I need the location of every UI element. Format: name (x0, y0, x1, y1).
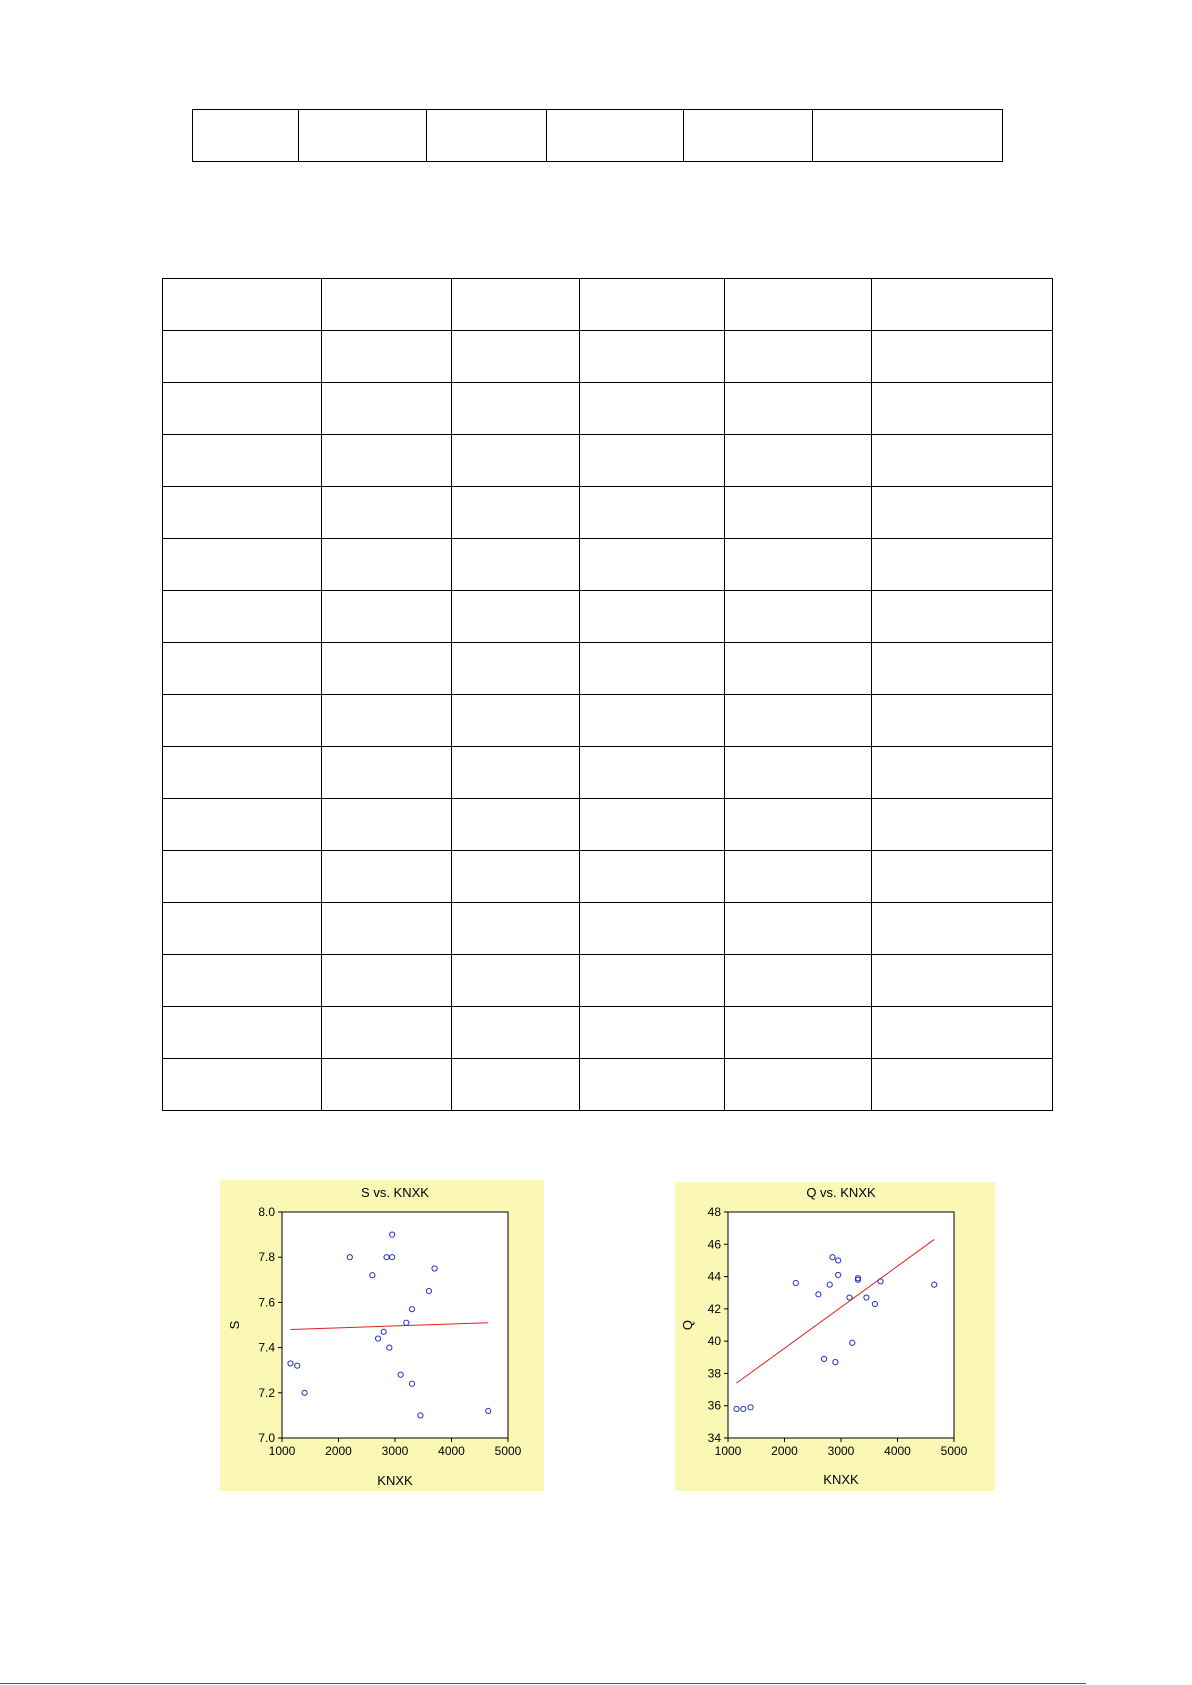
table-cell (322, 695, 452, 747)
y-tick-label: 46 (707, 1237, 721, 1252)
table-cell (872, 851, 1053, 903)
y-tick-label: 42 (707, 1301, 721, 1316)
x-axis-label: KNXK (377, 1473, 413, 1488)
y-tick-label: 48 (707, 1205, 721, 1219)
table-cell (322, 539, 452, 591)
table-cell (580, 903, 725, 955)
y-tick-label: 7.0 (258, 1431, 275, 1445)
table-cell (725, 903, 872, 955)
chart-title: S vs. KNXK (361, 1185, 429, 1200)
table-cell (725, 331, 872, 383)
y-axis-label: Q (680, 1319, 695, 1331)
table-cell (322, 435, 452, 487)
table-cell (872, 1007, 1053, 1059)
table-row (163, 799, 1053, 851)
y-tick-label: 7.6 (258, 1295, 275, 1310)
table-cell (322, 955, 452, 1007)
y-tick-label: 34 (707, 1431, 721, 1445)
table-cell (163, 955, 322, 1007)
table-row (163, 383, 1053, 435)
table-cell (580, 955, 725, 1007)
table-cell (872, 487, 1053, 539)
y-tick-label: 44 (707, 1269, 721, 1284)
y-tick-label: 40 (707, 1334, 721, 1349)
table-cell (872, 903, 1053, 955)
table-cell (813, 110, 1003, 162)
table-cell (322, 1007, 452, 1059)
table-cell (872, 695, 1053, 747)
table-cell (580, 851, 725, 903)
table-cell (452, 383, 580, 435)
table-cell (163, 435, 322, 487)
table-cell (322, 331, 452, 383)
table-row (163, 331, 1053, 383)
table-cell (322, 747, 452, 799)
table-cell (299, 110, 427, 162)
s-chart-svg (220, 1180, 544, 1491)
table-cell (163, 851, 322, 903)
table-cell (872, 591, 1053, 643)
x-tick-label: 3000 (381, 1444, 409, 1458)
table-cell (547, 110, 684, 162)
x-tick-label: 5000 (494, 1444, 522, 1458)
table-cell (163, 331, 322, 383)
table-cell (580, 1059, 725, 1111)
x-tick-label: 2000 (771, 1444, 798, 1458)
table-cell (725, 643, 872, 695)
table-cell (452, 435, 580, 487)
table-cell (725, 799, 872, 851)
q-vs-knxk-chart (675, 1182, 995, 1491)
table-cell (872, 539, 1053, 591)
main-table-body (163, 279, 1053, 1111)
table-cell (725, 955, 872, 1007)
table-cell (322, 903, 452, 955)
table-cell (684, 110, 813, 162)
table-cell (322, 487, 452, 539)
table-cell (580, 643, 725, 695)
table-cell (725, 487, 872, 539)
table-cell (580, 799, 725, 851)
plot-area (282, 1212, 508, 1438)
table-cell (452, 799, 580, 851)
table-cell (452, 903, 580, 955)
table-cell (872, 435, 1053, 487)
table-row (163, 591, 1053, 643)
table-cell (872, 643, 1053, 695)
table-cell (322, 799, 452, 851)
table-row (163, 487, 1053, 539)
table-cell (725, 695, 872, 747)
y-tick-label: 7.2 (258, 1385, 275, 1400)
table-cell (322, 279, 452, 331)
y-tick-label: 38 (707, 1366, 721, 1381)
table-cell (163, 695, 322, 747)
table-cell (163, 591, 322, 643)
x-tick-label: 4000 (438, 1444, 465, 1458)
table-cell (872, 747, 1053, 799)
table-cell (872, 799, 1053, 851)
table-cell (580, 591, 725, 643)
table-cell (163, 799, 322, 851)
x-axis-label: KNXK (823, 1472, 859, 1487)
table-cell (725, 279, 872, 331)
main-table (162, 278, 1053, 1111)
table-cell (452, 695, 580, 747)
table-cell (580, 1007, 725, 1059)
x-tick-label: 1000 (268, 1444, 296, 1458)
table-row (163, 903, 1053, 955)
table-cell (322, 591, 452, 643)
top-table (192, 109, 1003, 162)
x-tick-label: 2000 (325, 1444, 352, 1458)
y-axis-label: S (227, 1320, 242, 1330)
table-cell (163, 1059, 322, 1111)
plot-area (728, 1212, 954, 1438)
table-row (163, 1059, 1053, 1111)
table-row (163, 279, 1053, 331)
top-table-body (193, 110, 1003, 162)
table-cell (452, 851, 580, 903)
table-cell (163, 1007, 322, 1059)
table-cell (725, 435, 872, 487)
y-tick-label: 36 (707, 1398, 721, 1413)
table-cell (163, 279, 322, 331)
table-row (163, 435, 1053, 487)
table-row (163, 695, 1053, 747)
table-cell (163, 643, 322, 695)
table-cell (872, 331, 1053, 383)
table-row (193, 110, 1003, 162)
table-cell (580, 331, 725, 383)
table-cell (322, 383, 452, 435)
table-cell (452, 1007, 580, 1059)
x-tick-label: 1000 (714, 1444, 742, 1458)
y-tick-label: 7.8 (258, 1250, 275, 1265)
chart-title: Q vs. KNXK (806, 1185, 876, 1200)
table-cell (163, 903, 322, 955)
table-cell (580, 435, 725, 487)
table-cell (452, 955, 580, 1007)
table-cell (322, 643, 452, 695)
y-tick-label: 8.0 (258, 1205, 275, 1219)
table-cell (580, 383, 725, 435)
table-cell (452, 487, 580, 539)
x-tick-label: 4000 (884, 1444, 911, 1458)
table-row (163, 643, 1053, 695)
table-cell (725, 539, 872, 591)
table-cell (872, 1059, 1053, 1111)
table-cell (193, 110, 299, 162)
table-row (163, 539, 1053, 591)
table-cell (725, 1007, 872, 1059)
table-cell (580, 695, 725, 747)
table-row (163, 851, 1053, 903)
table-cell (452, 539, 580, 591)
q-chart-svg (675, 1182, 995, 1491)
table-cell (427, 110, 547, 162)
table-cell (580, 539, 725, 591)
table-row (163, 955, 1053, 1007)
table-cell (322, 851, 452, 903)
table-cell (452, 643, 580, 695)
table-cell (872, 279, 1053, 331)
table-cell (872, 383, 1053, 435)
table-cell (452, 1059, 580, 1111)
table-cell (580, 279, 725, 331)
footer-rule (0, 1683, 1086, 1684)
table-cell (163, 487, 322, 539)
table-cell (725, 747, 872, 799)
table-cell (163, 383, 322, 435)
x-tick-label: 5000 (940, 1444, 968, 1458)
x-tick-label: 3000 (827, 1444, 855, 1458)
table-cell (163, 747, 322, 799)
table-cell (872, 955, 1053, 1007)
table-cell (322, 1059, 452, 1111)
table-row (163, 1007, 1053, 1059)
table-cell (725, 1059, 872, 1111)
table-cell (452, 331, 580, 383)
table-cell (725, 383, 872, 435)
y-tick-label: 7.4 (258, 1340, 275, 1355)
table-cell (452, 591, 580, 643)
table-cell (725, 591, 872, 643)
table-cell (725, 851, 872, 903)
table-cell (580, 487, 725, 539)
s-vs-knxk-chart (220, 1180, 544, 1491)
table-cell (452, 747, 580, 799)
table-cell (163, 539, 322, 591)
table-cell (580, 747, 725, 799)
table-cell (452, 279, 580, 331)
table-row (163, 747, 1053, 799)
